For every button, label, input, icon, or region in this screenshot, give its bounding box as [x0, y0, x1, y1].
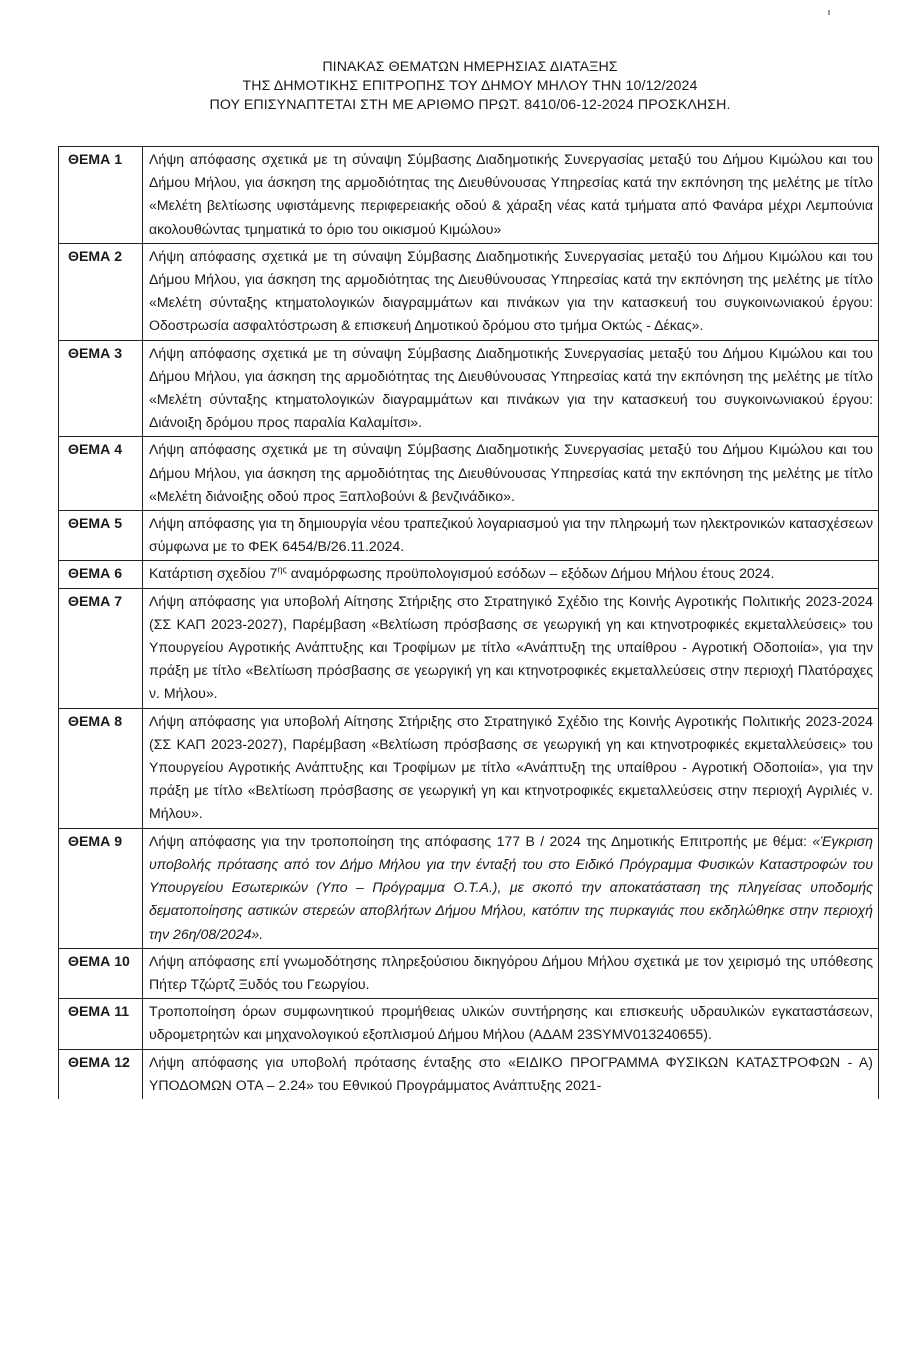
- agenda-item-text-part: αναμόρφωσης προϋπολογισμού εσόδων – εξόδων Δήμου Μήλου έτους 2024.: [286, 565, 775, 582]
- header-line-2: ΤΗΣ ΔΗΜΟΤΙΚΗΣ ΕΠΙΤΡΟΠΗΣ ΤΟΥ ΔΗΜΟΥ ΜΗΛΟΥ ΤΗΝ 10/12/2024: [242, 78, 698, 94]
- agenda-item-number: ΘΕΜΑ 6: [59, 561, 143, 588]
- agenda-row: [59, 511, 879, 561]
- page-crop-edge: [0, 1294, 922, 1360]
- agenda-row: [59, 588, 879, 708]
- agenda-item-number: ΘΕΜΑ 7: [59, 588, 143, 708]
- agenda-row: [59, 147, 879, 244]
- agenda-item-text: Λήψη απόφασης σχετικά με τη σύναψη Σύμβασης Διαδημοτικής Συνεργασίας μεταξύ του Δήμου Κιμώλου και του Δήμου Μήλου, για άσκηση της αρμοδιότητας της Διευθύνουσας Υπηρεσίας κατά την εκπόνηση της μελέτης με τίτλο «Μελέτη διάνοιξης οδού προς Ξαπλοβούνι & βενζινάδικο».: [143, 437, 879, 511]
- agenda-item-text: Λήψη απόφασης για τη δημιουργία νέου τραπεζικού λογαριασμού για την πληρωμή των ηλεκτρονικών κατασχέσεων σύμφωνα με το ΦΕΚ 6454/Β/26.11.2024.: [143, 511, 879, 561]
- agenda-item-text: Λήψη απόφασης για υποβολή πρότασης ένταξης στο «ΕΙΔΙΚΟ ΠΡΟΓΡΑΜΜΑ ΦΥΣΙΚΩΝ ΚΑΤΑΣΤΡΟΦΩΝ - Α) ΥΠΟΔΟΜΩΝ ΟΤΑ – 2.24» του Εθνικού Προγράμματος Ανάπτυξης 2021-: [143, 1049, 879, 1099]
- agenda-row: [59, 243, 879, 340]
- agenda-row: [59, 999, 879, 1049]
- agenda-item-text: Λήψη απόφασης σχετικά με τη σύναψη Σύμβασης Διαδημοτικής Συνεργασίας μεταξύ του Δήμου Κιμώλου και του Δήμου Μήλου, για άσκηση της αρμοδιότητας της Διευθύνουσας Υπηρεσίας κατά την εκπόνηση της μελέτης με τίτλο «Μελέτη σύνταξης κτηματολογικών διαγραμμάτων και πινάκων για την κατασκευή του συγκοινωνιακού έργου: Διάνοιξη δρόμου προς παραλία Καλαμίτσι».: [143, 340, 879, 437]
- agenda-item-text: [143, 828, 879, 948]
- agenda-item-number: ΘΕΜΑ 12: [59, 1049, 143, 1099]
- agenda-item-number: ΘΕΜΑ 3: [59, 340, 143, 437]
- ordinal-superscript: ης: [277, 564, 287, 575]
- agenda-item-text: Λήψη απόφασης για υποβολή Αίτησης Στήριξης στο Στρατηγικό Σχέδιο της Κοινής Αγροτικής Πολιτικής 2023-2024 (ΣΣ ΚΑΠ 2023-2027), Παρέμβαση «Βελτίωση πρόσβασης σε γεωργική γη και κτηνοτροφικές εκμεταλλεύσεις» του Υπουργείου Αγροτικής Ανάπτυξης και Τροφίμων με τίτλο «Ανάπτυξη της υπαίθρου - Αγροτική Οδοποιία», για την πράξη με τίτλο «Βελτίωση πρόσβασης σε γεωργική γη και κτηνοτροφικές εκμεταλλεύσεις στην περιοχή Πλατόραχες ν. Μήλου».: [143, 588, 879, 708]
- agenda-row: [59, 948, 879, 998]
- agenda-item-quoted-title: «Έγκριση υποβολής πρότασης από τον Δήμο Μήλου για την ένταξή του στο Ειδικό Πρόγραμμα Φυσικών Καταστροφών του Υπουργείου Εσωτερικών (Υπο – Πρόγραμμα Ο.Τ.Α.), με σκοπό την αποκατάσταση της πληγείσας υποδομής δεματοποίησης αστικών στερεών αποβλήτων Δήμου Μήλου, κατόπιν της πυρκαγιάς που εκδηλώθηκε στην περιοχή την 26η/08/2024».: [149, 832, 873, 942]
- agenda-row: [59, 708, 879, 828]
- agenda-item-number: ΘΕΜΑ 1: [59, 147, 143, 244]
- scan-speck: [828, 10, 830, 15]
- agenda-row: [59, 828, 879, 948]
- agenda-item-number: ΘΕΜΑ 2: [59, 243, 143, 340]
- agenda-item-number: ΘΕΜΑ 11: [59, 999, 143, 1049]
- agenda-row: [59, 1049, 879, 1099]
- header-line-3: ΠΟΥ ΕΠΙΣΥΝΑΠΤΕΤΑΙ ΣΤΗ ΜΕ ΑΡΙΘΜΟ ΠΡΩΤ. 8410/06-12-2024 ΠΡΟΣΚΛΗΣΗ.: [209, 97, 731, 113]
- agenda-item-text: [143, 561, 879, 588]
- agenda-item-number: ΘΕΜΑ 10: [59, 948, 143, 998]
- agenda-item-text: Λήψη απόφασης για υποβολή Αίτησης Στήριξης στο Στρατηγικό Σχέδιο της Κοινής Αγροτικής Πολιτικής 2023-2024 (ΣΣ ΚΑΠ 2023-2027), Παρέμβαση «Βελτίωση πρόσβασης σε γεωργική γη και κτηνοτροφικές εκμεταλλεύσεις» του Υπουργείου Αγροτικής Ανάπτυξης και Τροφίμων με τίτλο «Ανάπτυξη της υπαίθρου - Αγροτική Οδοποιία», για την πράξη με τίτλο «Βελτίωση πρόσβασης σε γεωργική γη και κτηνοτροφικές εκμεταλλεύσεις στην περιοχή Αγριλιές ν. Μήλου».: [143, 708, 879, 828]
- agenda-item-number: ΘΕΜΑ 9: [59, 828, 143, 948]
- agenda-table: [58, 146, 879, 1099]
- agenda-item-number: ΘΕΜΑ 5: [59, 511, 143, 561]
- agenda-row: [59, 561, 879, 588]
- agenda-item-text: Λήψη απόφασης σχετικά με τη σύναψη Σύμβασης Διαδημοτικής Συνεργασίας μεταξύ του Δήμου Κιμώλου και του Δήμου Μήλου, για άσκηση της αρμοδιότητας της Διευθύνουσας Υπηρεσίας κατά την εκπόνηση της μελέτης με τίτλο «Μελέτη σύνταξης κτηματολογικών διαγραμμάτων και πινάκων για την κατασκευή του συγκοινωνιακού έργου: Οδοστρωσία ασφαλτόστρωση & επισκευή Δημοτικού δρόμου στο τμήμα Οκτώς - Δέκας».: [143, 243, 879, 340]
- agenda-item-text: Τροποποίηση όρων συμφωνητικού προμήθειας υλικών συντήρησης και επισκευής υδραυλικών εγκαταστάσεων, υδρομετρητών και μηχανολογικού εξοπλισμού Δήμου Μήλου (ΑΔΑΜ 23SYMV013240655).: [143, 999, 879, 1049]
- document-header: [60, 58, 880, 115]
- agenda-item-text: Λήψη απόφασης σχετικά με τη σύναψη Σύμβασης Διαδημοτικής Συνεργασίας μεταξύ του Δήμου Κιμώλου και του Δήμου Μήλου, για άσκηση της αρμοδιότητας της Διευθύνουσας Υπηρεσίας κατά την εκπόνηση της μελέτης με τίτλο «Μελέτη βελτίωσης υφιστάμενης περιφερειακής οδού & χάραξη νέας κατά τμήματα από Φανάρα μέχρι Λεμπούνια ακολουθώντας τμηματικά το όριο του οικισμού Κιμώλου»: [143, 147, 879, 244]
- agenda-item-number: ΘΕΜΑ 8: [59, 708, 143, 828]
- header-line-1: ΠΙΝΑΚΑΣ ΘΕΜΑΤΩΝ ΗΜΕΡΗΣΙΑΣ ΔΙΑΤΑΞΗΣ: [322, 59, 618, 75]
- agenda-row: [59, 437, 879, 511]
- agenda-row: [59, 340, 879, 437]
- agenda-item-number: ΘΕΜΑ 4: [59, 437, 143, 511]
- agenda-item-text-part: Κατάρτιση σχεδίου 7: [149, 565, 278, 582]
- agenda-item-text-part: Λήψη απόφασης για την τροποποίηση της απόφασης 177 Β / 2024 της Δημοτικής Επιτροπής με θέμα:: [149, 832, 813, 849]
- agenda-item-text: Λήψη απόφασης επί γνωμοδότησης πληρεξούσιου δικηγόρου Δήμου Μήλου σχετικά με τον χειρισμό της υπόθεσης Πήτερ Τζώρτζ Ξυδός του Γεωργίου.: [143, 948, 879, 998]
